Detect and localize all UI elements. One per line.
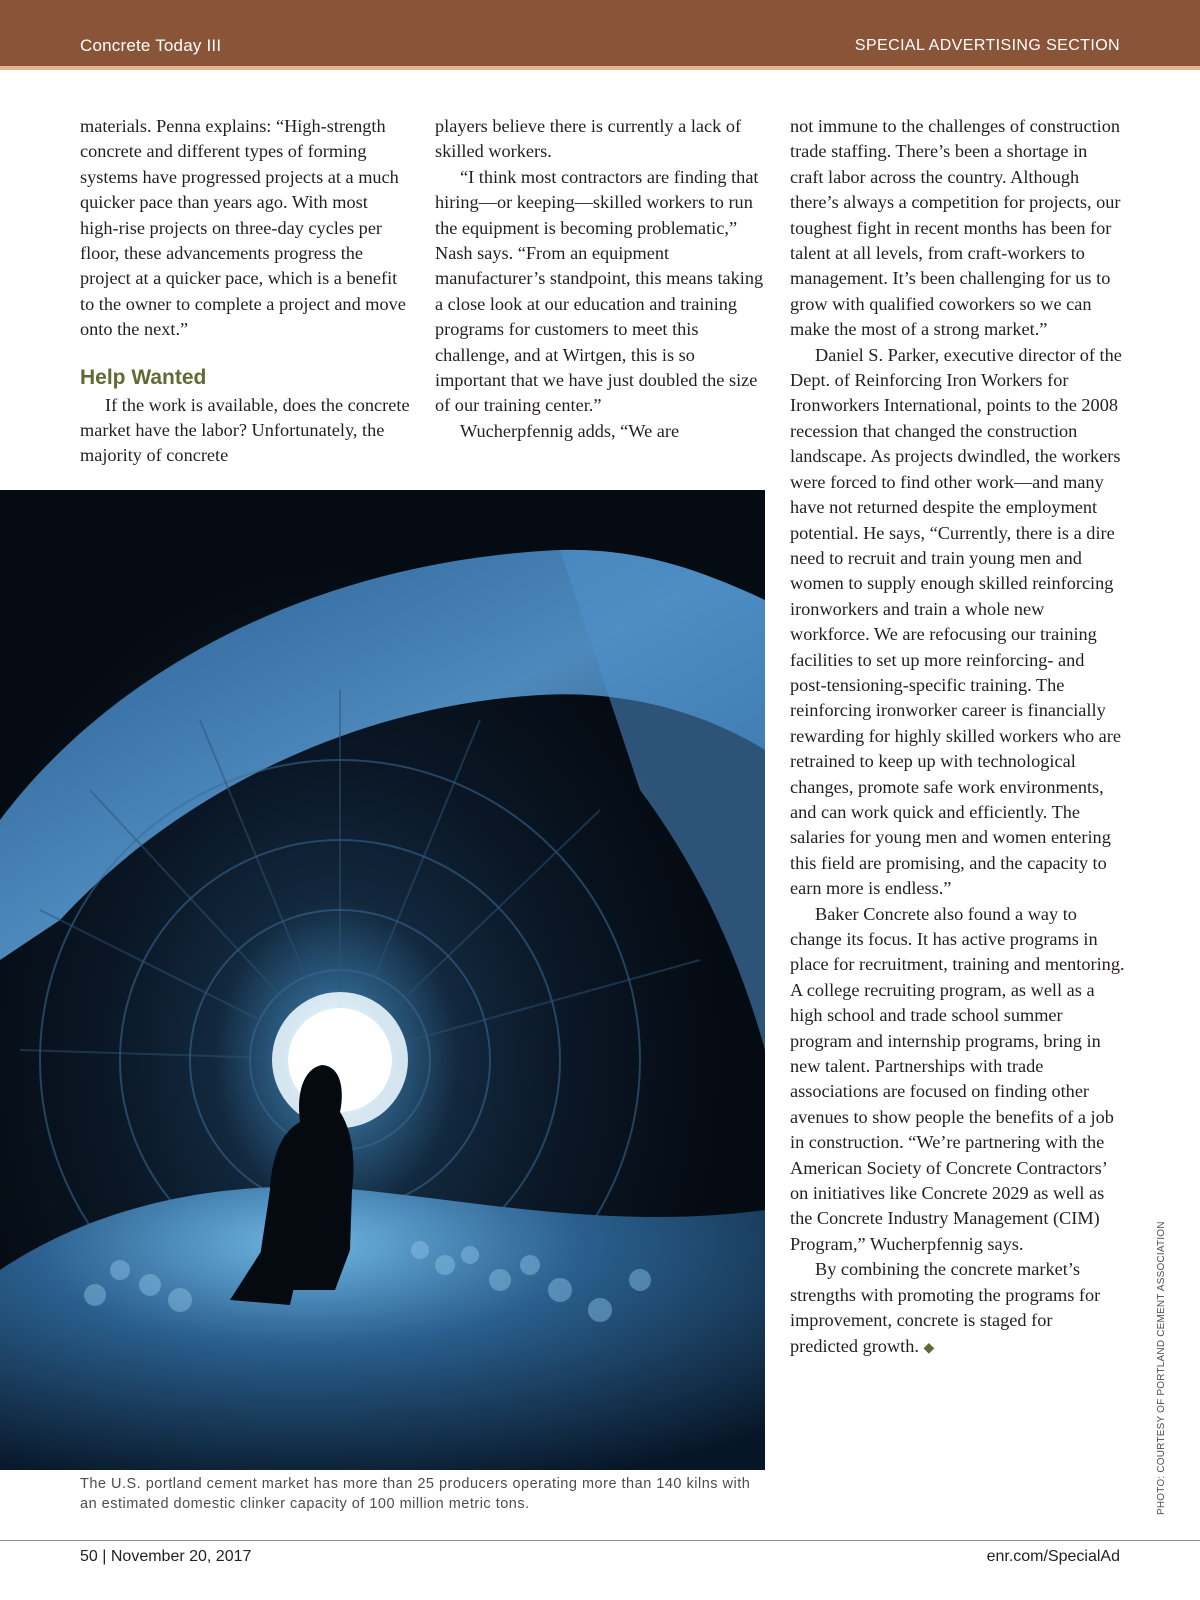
paragraph: Daniel S. Parker, executive director of the Dept. of Reinforcing Iron Workers for Ironworkers International, points to the 2008 recession that changed the construction landscape. As projects dwindled, the workers were forced to find other work—and many have not returned despite the employment potential. He says, “Currently, there is a dire need to recruit and train young men and women to supply enough skilled reinforcing ironworkers and train a whole new workforce. We are refocusing our training facilities to set up more reinforcing- and post-tensioning-specific training. The reinforcing ironworker career is financially rewarding for highly skilled workers who are retrained to keep up with technological changes, promote safe work environments, and can work quick and efficiently. The salaries for young men and women entering this field are promising, and the capacity to earn more is endless.”	[790, 344, 1122, 899]
photo-caption: The U.S. portland cement market has more than 25 producers operating more than 140 kilns with an estimated domestic clinker capacity of 100 million metric tons.	[80, 1476, 751, 1512]
footer-divider	[0, 1540, 1200, 1541]
subheading: Help Wanted	[80, 365, 207, 389]
page-number: 50	[80, 1548, 98, 1565]
paragraph: Wucherpfennig adds, “We are	[460, 420, 680, 441]
photo-credit: PHOTO: COURTESY OF PORTLAND CEMENT ASSOCIATION	[1156, 1221, 1167, 1515]
footer-url[interactable]: enr.com/SpecialAd	[986, 1548, 1120, 1565]
closing-text: By combining the concrete market’s strengths with promoting the programs for improvement, concrete is staged for predicted growth.	[790, 1259, 1101, 1356]
article-column-1	[80, 114, 410, 469]
page-header	[0, 0, 1200, 70]
article-column-3	[790, 114, 1125, 1361]
publication-title: Concrete Today III	[80, 36, 222, 55]
footer-page-info	[80, 1548, 251, 1566]
paragraph: not immune to the challenges of construction trade staffing. There’s been a shortage in craft labor across the country. Although there’s always a competition for projects, our toughest fight in recent months has been for talent at all levels, from craft-workers to management. It’s been challenging for us to grow with qualified coworkers so we can make the most of a strong market.”	[790, 116, 1121, 340]
section-label: SPECIAL ADVERTISING SECTION	[854, 37, 1120, 54]
paragraph: If the work is available, does the concrete market have the labor? Unfortunately, the majority of concrete	[80, 394, 410, 466]
kiln-photo	[0, 490, 765, 1470]
paragraph	[790, 1257, 1125, 1361]
article-column-2	[435, 114, 765, 444]
paragraph: Baker Concrete also found a way to change its focus. It has active programs in place for recruitment, training and mentoring. A college recruiting program, as well as a high school and trade school summer program and internship programs, bring in new talent. Partnerships with trade associations are focused on finding other avenues to show people the benefits of a job in construction. “We’re partnering with the American Society of Concrete Contractors’ on initiatives like Concrete 2029 as well as the Concrete Industry Management (CIM) Program,” Wucherpfennig says.	[790, 903, 1125, 1254]
paragraph: materials. Penna explains: “High-strength concrete and different types of forming systems have progressed projects at a much quicker pace than years ago. With most high-rise projects on three-day cycles per floor, these advancements progress the project at a quicker pace, which is a benefit to the owner to complete a project and move onto the next.”	[80, 116, 406, 340]
issue-date: November 20, 2017	[110, 1548, 252, 1565]
paragraph: players believe there is currently a lack of skilled workers.	[435, 116, 742, 162]
paragraph: “I think most contractors are finding that hiring—or keeping—skilled workers to run the equipment is becoming problematic,” Nash says. “From an equipment manufacturer’s standpoint, this means taking a close look at our education and training programs for customers to meet this challenge, and at Wirtgen, this is so important that we have just doubled the size of our training center.”	[435, 166, 764, 416]
end-mark-icon: ◆	[923, 1340, 935, 1356]
footer-separator: |	[102, 1548, 107, 1565]
